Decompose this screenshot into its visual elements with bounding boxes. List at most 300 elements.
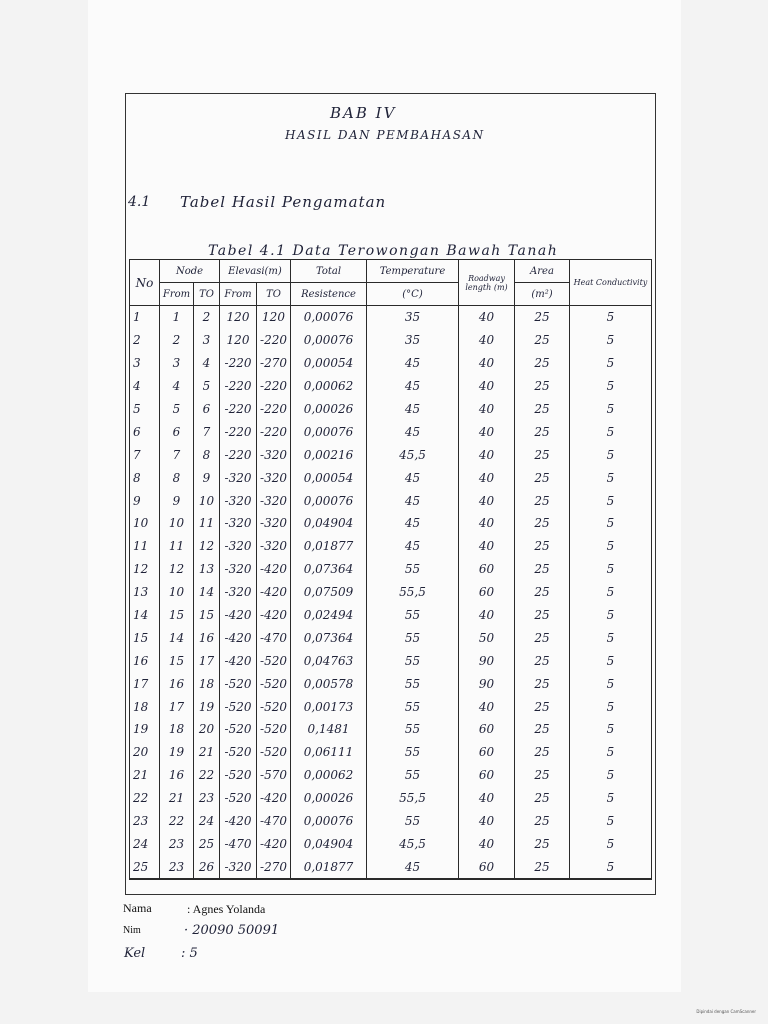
cell-resistance: 0,00076: [291, 306, 367, 329]
cell-heat-conductivity: 5: [570, 695, 652, 718]
cell-node-to: 9: [194, 466, 220, 489]
cell-no: 13: [130, 581, 160, 604]
cell-heat-conductivity: 5: [570, 306, 652, 329]
cell-area: 25: [515, 329, 570, 352]
cell-no: 1: [130, 306, 160, 329]
kel-label: Kel: [124, 946, 146, 961]
cell-area: 25: [515, 558, 570, 581]
header-node-from: From: [160, 283, 194, 306]
cell-node-from: 11: [160, 535, 194, 558]
cell-resistance: 0,04763: [291, 649, 367, 672]
cell-node-from: 18: [160, 718, 194, 741]
cell-resistance: 0,1481: [291, 718, 367, 741]
cell-elev-to: -520: [257, 695, 291, 718]
chapter-title: HASIL DAN PEMBAHASAN: [285, 128, 485, 142]
cell-elev-to: -270: [257, 352, 291, 375]
table-row: [130, 329, 652, 352]
cell-node-from: 17: [160, 695, 194, 718]
cell-roadway-length: 60: [459, 558, 515, 581]
chapter-heading: BAB IV: [330, 104, 397, 122]
cell-area: 25: [515, 466, 570, 489]
cell-temperature: 45,5: [367, 832, 459, 855]
cell-node-from: 16: [160, 764, 194, 787]
cell-roadway-length: 40: [459, 420, 515, 443]
cell-temperature: 45: [367, 535, 459, 558]
cell-node-from: 10: [160, 581, 194, 604]
table-row: [130, 466, 652, 489]
cell-node-to: 23: [194, 787, 220, 810]
cell-temperature: 45,5: [367, 443, 459, 466]
cell-temperature: 35: [367, 306, 459, 329]
cell-temperature: 55: [367, 741, 459, 764]
cell-node-from: 7: [160, 443, 194, 466]
cell-elev-from: -220: [220, 375, 257, 398]
cell-resistance: 0,07509: [291, 581, 367, 604]
cell-roadway-length: 60: [459, 741, 515, 764]
cell-node-from: 4: [160, 375, 194, 398]
cell-heat-conductivity: 5: [570, 741, 652, 764]
cell-area: 25: [515, 375, 570, 398]
table-body: [130, 306, 652, 880]
table-row: [130, 787, 652, 810]
cell-elev-to: -520: [257, 741, 291, 764]
cell-resistance: 0,01877: [291, 855, 367, 879]
cell-elev-to: -420: [257, 558, 291, 581]
cell-elev-to: -520: [257, 718, 291, 741]
cell-heat-conductivity: 5: [570, 558, 652, 581]
cell-no: 8: [130, 466, 160, 489]
cell-roadway-length: 40: [459, 832, 515, 855]
cell-elev-to: -570: [257, 764, 291, 787]
cell-elev-to: -320: [257, 443, 291, 466]
cell-no: 17: [130, 672, 160, 695]
cell-area: 25: [515, 832, 570, 855]
header-roadway: Roadway length (m): [459, 260, 515, 306]
cell-elev-to: -270: [257, 855, 291, 879]
table-row: [130, 535, 652, 558]
cell-elev-from: -520: [220, 741, 257, 764]
cell-heat-conductivity: 5: [570, 398, 652, 421]
cell-area: 25: [515, 672, 570, 695]
cell-roadway-length: 40: [459, 604, 515, 627]
cell-no: 2: [130, 329, 160, 352]
cell-temperature: 55: [367, 604, 459, 627]
cell-area: 25: [515, 604, 570, 627]
cell-node-to: 10: [194, 489, 220, 512]
cell-elev-from: -520: [220, 672, 257, 695]
cell-roadway-length: 40: [459, 352, 515, 375]
cell-node-to: 13: [194, 558, 220, 581]
cell-node-to: 24: [194, 810, 220, 833]
cell-heat-conductivity: 5: [570, 466, 652, 489]
cell-no: 9: [130, 489, 160, 512]
cell-elev-from: 120: [220, 329, 257, 352]
cell-elev-from: -220: [220, 443, 257, 466]
cell-area: 25: [515, 855, 570, 879]
cell-node-to: 15: [194, 604, 220, 627]
header-area-unit: (m²): [515, 283, 570, 306]
cell-temperature: 45: [367, 420, 459, 443]
cell-area: 25: [515, 764, 570, 787]
cell-roadway-length: 40: [459, 375, 515, 398]
cell-temperature: 45: [367, 352, 459, 375]
cell-area: 25: [515, 420, 570, 443]
cell-elev-from: -520: [220, 718, 257, 741]
header-temp-unit: (°C): [367, 283, 459, 306]
cell-node-to: 5: [194, 375, 220, 398]
cell-heat-conductivity: 5: [570, 672, 652, 695]
cell-node-to: 4: [194, 352, 220, 375]
cell-no: 11: [130, 535, 160, 558]
cell-no: 10: [130, 512, 160, 535]
cell-area: 25: [515, 512, 570, 535]
cell-elev-to: -520: [257, 649, 291, 672]
cell-elev-to: -320: [257, 535, 291, 558]
table-row: [130, 741, 652, 764]
cell-elev-from: -320: [220, 512, 257, 535]
cell-area: 25: [515, 810, 570, 833]
cell-temperature: 55: [367, 558, 459, 581]
table-row: [130, 718, 652, 741]
cell-resistance: 0,06111: [291, 741, 367, 764]
header-node-to: TO: [194, 283, 220, 306]
cell-roadway-length: 40: [459, 787, 515, 810]
cell-elev-to: 120: [257, 306, 291, 329]
cell-area: 25: [515, 626, 570, 649]
cell-temperature: 45: [367, 398, 459, 421]
cell-node-to: 17: [194, 649, 220, 672]
header-node: Node: [160, 260, 220, 283]
cell-heat-conductivity: 5: [570, 626, 652, 649]
cell-elev-to: -420: [257, 604, 291, 627]
cell-elev-from: -470: [220, 832, 257, 855]
cell-resistance: 0,00076: [291, 420, 367, 443]
cell-node-to: 19: [194, 695, 220, 718]
nama-label: Nama: [123, 901, 152, 915]
table-row: [130, 512, 652, 535]
cell-temperature: 35: [367, 329, 459, 352]
cell-temperature: 55: [367, 672, 459, 695]
cell-heat-conductivity: 5: [570, 787, 652, 810]
cell-no: 7: [130, 443, 160, 466]
cell-temperature: 55: [367, 695, 459, 718]
cell-node-to: 3: [194, 329, 220, 352]
cell-node-from: 15: [160, 649, 194, 672]
cell-heat-conductivity: 5: [570, 512, 652, 535]
cell-area: 25: [515, 695, 570, 718]
cell-node-from: 8: [160, 466, 194, 489]
cell-resistance: 0,07364: [291, 558, 367, 581]
cell-node-from: 16: [160, 672, 194, 695]
cell-elev-from: -320: [220, 489, 257, 512]
cell-node-from: 23: [160, 855, 194, 879]
table-caption: Tabel 4.1 Data Terowongan Bawah Tanah: [208, 243, 559, 259]
cell-elev-from: -520: [220, 764, 257, 787]
section-title: Tabel Hasil Pengamatan: [180, 193, 387, 211]
header-total: Total: [291, 260, 367, 283]
table-row: [130, 420, 652, 443]
cell-temperature: 55: [367, 764, 459, 787]
cell-node-from: 15: [160, 604, 194, 627]
cell-resistance: 0,00216: [291, 443, 367, 466]
cell-area: 25: [515, 443, 570, 466]
kel-value: : 5: [181, 946, 198, 961]
cell-node-to: 11: [194, 512, 220, 535]
cell-elev-to: -220: [257, 398, 291, 421]
cell-no: 12: [130, 558, 160, 581]
table-row: [130, 604, 652, 627]
cell-elev-to: -220: [257, 375, 291, 398]
cell-no: 6: [130, 420, 160, 443]
header-elevasi: Elevasi(m): [220, 260, 291, 283]
cell-node-from: 2: [160, 329, 194, 352]
cell-elev-from: -320: [220, 466, 257, 489]
cell-area: 25: [515, 535, 570, 558]
cell-no: 21: [130, 764, 160, 787]
cell-no: 5: [130, 398, 160, 421]
data-table: [129, 259, 652, 880]
cell-resistance: 0,00062: [291, 375, 367, 398]
cell-resistance: 0,00054: [291, 466, 367, 489]
cell-elev-from: -420: [220, 649, 257, 672]
cell-elev-from: -320: [220, 855, 257, 879]
cell-elev-from: -520: [220, 695, 257, 718]
cell-elev-to: -220: [257, 329, 291, 352]
cell-heat-conductivity: 5: [570, 810, 652, 833]
cell-node-to: 26: [194, 855, 220, 879]
table-row: [130, 581, 652, 604]
cell-roadway-length: 40: [459, 398, 515, 421]
cell-elev-to: -420: [257, 581, 291, 604]
cell-elev-from: -220: [220, 352, 257, 375]
cell-node-from: 3: [160, 352, 194, 375]
cell-resistance: 0,00173: [291, 695, 367, 718]
table-row: [130, 398, 652, 421]
cell-roadway-length: 50: [459, 626, 515, 649]
cell-area: 25: [515, 581, 570, 604]
cell-resistance: 0,00076: [291, 489, 367, 512]
cell-roadway-length: 90: [459, 672, 515, 695]
header-resistance: Resistence: [291, 283, 367, 306]
cell-heat-conductivity: 5: [570, 443, 652, 466]
cell-no: 14: [130, 604, 160, 627]
cell-heat-conductivity: 5: [570, 352, 652, 375]
table-row: [130, 306, 652, 329]
cell-roadway-length: 40: [459, 329, 515, 352]
cell-heat-conductivity: 5: [570, 420, 652, 443]
cell-heat-conductivity: 5: [570, 604, 652, 627]
cell-roadway-length: 60: [459, 855, 515, 879]
cell-elev-to: -420: [257, 787, 291, 810]
cell-area: 25: [515, 489, 570, 512]
cell-node-to: 20: [194, 718, 220, 741]
cell-temperature: 55: [367, 649, 459, 672]
cell-elev-to: -320: [257, 489, 291, 512]
cell-node-to: 18: [194, 672, 220, 695]
cell-area: 25: [515, 718, 570, 741]
header-no: No: [130, 260, 160, 306]
cell-heat-conductivity: 5: [570, 329, 652, 352]
cell-elev-to: -220: [257, 420, 291, 443]
cell-temperature: 45: [367, 375, 459, 398]
cell-temperature: 55,5: [367, 787, 459, 810]
table-row: [130, 855, 652, 879]
cell-roadway-length: 40: [459, 535, 515, 558]
cell-temperature: 45: [367, 489, 459, 512]
cell-node-to: 6: [194, 398, 220, 421]
table-row: [130, 352, 652, 375]
cell-area: 25: [515, 352, 570, 375]
nama-value: : Agnes Yolanda: [187, 902, 266, 916]
cell-elev-from: -320: [220, 581, 257, 604]
table-row: [130, 443, 652, 466]
cell-resistance: 0,00076: [291, 329, 367, 352]
cell-node-to: 21: [194, 741, 220, 764]
cell-area: 25: [515, 787, 570, 810]
cell-heat-conductivity: 5: [570, 375, 652, 398]
cell-heat-conductivity: 5: [570, 649, 652, 672]
cell-elev-to: -520: [257, 672, 291, 695]
cell-elev-from: 120: [220, 306, 257, 329]
cell-resistance: 0,00062: [291, 764, 367, 787]
cell-temperature: 55: [367, 810, 459, 833]
header-temperature: Temperature: [367, 260, 459, 283]
cell-node-to: 14: [194, 581, 220, 604]
cell-heat-conductivity: 5: [570, 535, 652, 558]
cell-no: 22: [130, 787, 160, 810]
cell-node-from: 21: [160, 787, 194, 810]
cell-elev-from: -420: [220, 626, 257, 649]
cell-resistance: 0,07364: [291, 626, 367, 649]
cell-roadway-length: 60: [459, 581, 515, 604]
cell-no: 19: [130, 718, 160, 741]
cell-roadway-length: 40: [459, 306, 515, 329]
cell-temperature: 55: [367, 626, 459, 649]
table-row: [130, 810, 652, 833]
cell-node-from: 19: [160, 741, 194, 764]
cell-elev-from: -520: [220, 787, 257, 810]
cell-resistance: 0,04904: [291, 512, 367, 535]
cell-resistance: 0,00054: [291, 352, 367, 375]
table-row: [130, 626, 652, 649]
cell-roadway-length: 40: [459, 466, 515, 489]
cell-heat-conductivity: 5: [570, 764, 652, 787]
cell-node-from: 10: [160, 512, 194, 535]
cell-no: 3: [130, 352, 160, 375]
cell-node-from: 1: [160, 306, 194, 329]
cell-roadway-length: 40: [459, 443, 515, 466]
scanner-watermark: Dipindai dengan CamScanner: [696, 1009, 756, 1014]
header-heat: Heat Conductivity: [570, 260, 652, 306]
table-row: [130, 558, 652, 581]
cell-heat-conductivity: 5: [570, 718, 652, 741]
cell-node-from: 9: [160, 489, 194, 512]
cell-area: 25: [515, 741, 570, 764]
cell-resistance: 0,00578: [291, 672, 367, 695]
header-elev-from: From: [220, 283, 257, 306]
cell-node-to: 8: [194, 443, 220, 466]
cell-elev-from: -320: [220, 535, 257, 558]
cell-node-from: 14: [160, 626, 194, 649]
cell-node-from: 22: [160, 810, 194, 833]
cell-area: 25: [515, 649, 570, 672]
cell-node-to: 25: [194, 832, 220, 855]
cell-node-from: 23: [160, 832, 194, 855]
cell-temperature: 45: [367, 512, 459, 535]
cell-roadway-length: 60: [459, 764, 515, 787]
cell-temperature: 55: [367, 718, 459, 741]
nim-label: Nim: [123, 925, 141, 936]
cell-resistance: 0,00076: [291, 810, 367, 833]
cell-node-to: 16: [194, 626, 220, 649]
cell-temperature: 45: [367, 855, 459, 879]
cell-roadway-length: 60: [459, 718, 515, 741]
cell-no: 16: [130, 649, 160, 672]
header-elev-to: TO: [257, 283, 291, 306]
cell-heat-conductivity: 5: [570, 832, 652, 855]
cell-node-from: 12: [160, 558, 194, 581]
table-row: [130, 649, 652, 672]
cell-node-to: 22: [194, 764, 220, 787]
table-row: [130, 695, 652, 718]
table-row: [130, 832, 652, 855]
cell-area: 25: [515, 306, 570, 329]
cell-heat-conductivity: 5: [570, 489, 652, 512]
cell-roadway-length: 40: [459, 695, 515, 718]
table-row: [130, 672, 652, 695]
cell-elev-from: -220: [220, 398, 257, 421]
cell-resistance: 0,04904: [291, 832, 367, 855]
cell-resistance: 0,00026: [291, 398, 367, 421]
cell-elev-to: -320: [257, 466, 291, 489]
cell-elev-to: -470: [257, 810, 291, 833]
cell-node-to: 12: [194, 535, 220, 558]
cell-node-from: 6: [160, 420, 194, 443]
nim-value: · 20090 50091: [184, 923, 280, 938]
cell-elev-from: -420: [220, 604, 257, 627]
header-area: Area: [515, 260, 570, 283]
cell-no: 18: [130, 695, 160, 718]
cell-elev-to: -420: [257, 832, 291, 855]
cell-roadway-length: 90: [459, 649, 515, 672]
cell-elev-from: -320: [220, 558, 257, 581]
cell-no: 23: [130, 810, 160, 833]
table-row: [130, 764, 652, 787]
cell-no: 15: [130, 626, 160, 649]
cell-elev-to: -320: [257, 512, 291, 535]
cell-no: 25: [130, 855, 160, 879]
cell-no: 24: [130, 832, 160, 855]
cell-resistance: 0,00026: [291, 787, 367, 810]
cell-node-to: 2: [194, 306, 220, 329]
cell-heat-conductivity: 5: [570, 855, 652, 879]
cell-node-to: 7: [194, 420, 220, 443]
table-row: [130, 375, 652, 398]
cell-resistance: 0,01877: [291, 535, 367, 558]
cell-temperature: 55,5: [367, 581, 459, 604]
cell-no: 4: [130, 375, 160, 398]
cell-elev-to: -470: [257, 626, 291, 649]
cell-resistance: 0,02494: [291, 604, 367, 627]
cell-area: 25: [515, 398, 570, 421]
table-row: [130, 489, 652, 512]
cell-temperature: 45: [367, 466, 459, 489]
cell-roadway-length: 40: [459, 489, 515, 512]
cell-elev-from: -420: [220, 810, 257, 833]
section-number: 4.1: [128, 194, 151, 210]
cell-elev-from: -220: [220, 420, 257, 443]
cell-no: 20: [130, 741, 160, 764]
